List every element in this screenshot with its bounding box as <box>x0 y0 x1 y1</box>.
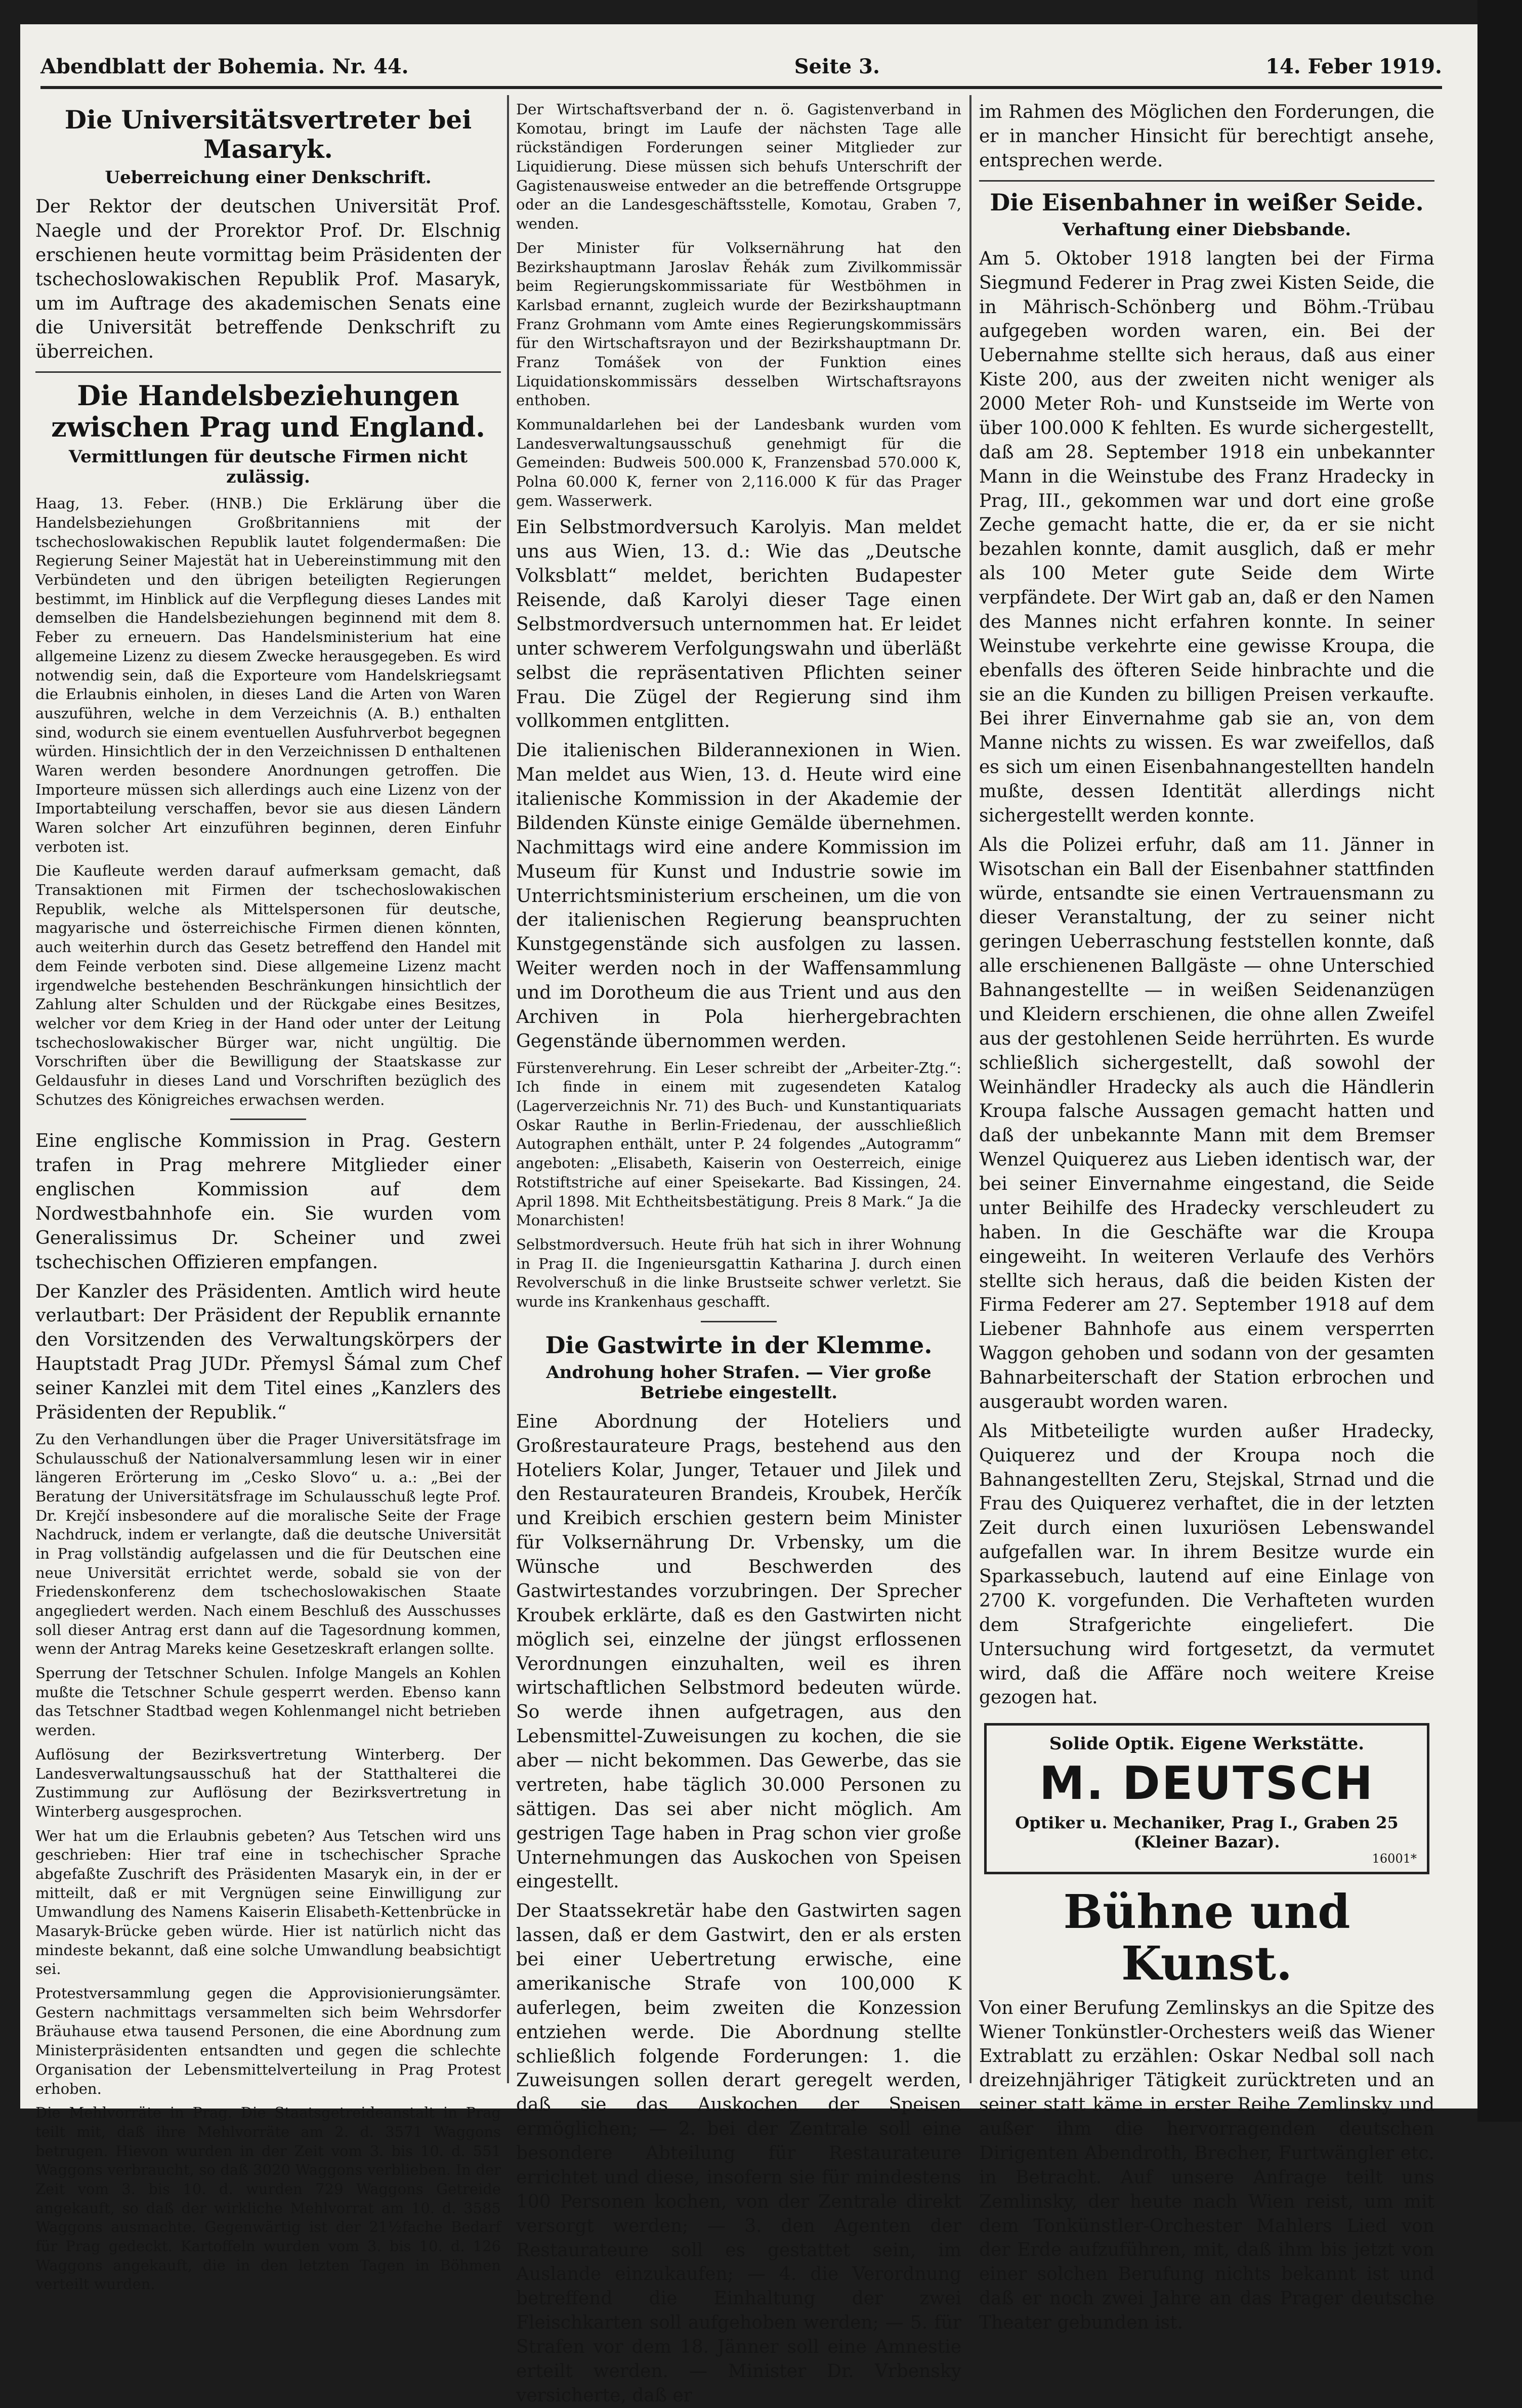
article-paragraph: Eine englische Kommission in Prag. Gestern trafen in Prag mehrere Mitglieder einer englischen Kommission auf dem Nordwestbahnhofe ein. Sie wurden vom Generalissimus Dr. Scheiner und zwei tschechischen Offizieren empfangen. <box>35 1131 501 1273</box>
headline-eisenbahner: Die Eisenbahner in weißer Seide. <box>990 188 1424 216</box>
column-2 <box>516 100 961 2406</box>
article-paragraph: Fürstenverehrung. Ein Leser schreibt der „Arbeiter-Ztg.“: Ich finde in einem mit zugesendeten Katalog (Lagerverzeichnis Nr. 71) des Buch- und Kunstantiquariats Oskar Rauthe in Berlin-Friedenau, der ausschließlich Autographen enthält, unter P. 24 folgendes „Autogramm“ angeboten: „Elisabeth, Kaiserin von Oesterreich, einige Rotstiftstriche auf einer Speisekarte. Bad Kissingen, 24. April 1898. Mit Echtheitsbestätigung. Preis 8 Mark.“ Ja die Monarchisten! <box>516 1059 961 1229</box>
article-paragraph: Haag, 13. Feber. (HNB.) Die Erklärung über die Handelsbeziehungen Großbritanniens mit der tschechoslowakischen Republik lautet folgendermaßen: Die Regierung Seiner Majestät hat in Uebereinstimmung mit den Verbündeten und den übrigen beteiligten Regierungen bestimmt, im Hinblick auf die Verpflegung dieses Landes mit demselben die Handelsbeziehungen beginnend mit dem 8. Feber zu erneuern. Das Handelsministerium hat eine allgemeine Lizenz zu diesem Zwecke herausgegeben. Es wird notwendig sein, daß die Exporteure vom Handelskriegsamt die Erlaubnis einholen, in dieses Land die Arten von Waren auszuführen, welche in dem Verzeichnis (A. B.) enthalten sind, wodurch sie einem eventuellen Ausfuhrverbot begegnen würden. Hinsichtlich der in den Verzeichnissen D enthaltenen Waren werden besondere Anordnungen getroffen. Die Importeure müssen sich allerdings auch eine Lizenz von der Importabteilung verschaffen, bevor sie aus diesen Ländern Waren solcher Art einzuführen beginnen, deren Einfuhr verboten ist. <box>35 495 501 855</box>
header-date: 14. Feber 1919. <box>1265 54 1442 78</box>
article-paragraph: Der Kanzler des Präsidenten. Amtlich wird heute verlautbart: Der Präsident der Republik ernannte den Vorsitzenden des Verwaltungskörpers der Hauptstadt Prag JUDr. Přemysl Šámal zum Chef seiner Kanzlei mit dem Titel eines „Kanzlers des Präsidenten der Republik.“ <box>35 1281 501 1423</box>
ad-code: 16001* <box>1372 1852 1417 1866</box>
header-rule <box>40 86 1442 89</box>
headline-universitaetsvertreter: Die Universitätsvertreter bei Masaryk. <box>64 105 472 164</box>
subhead-diebsbande: Verhaftung einer Diebsbande. <box>1062 219 1351 240</box>
article-paragraph: Der Minister für Volksernährung hat den Bezirkshauptmann Jaroslav Řehák zum Zivilkommissär beim Regierungskommissariate für Westböhmen in Karlsbad ernannt, zugleich wurde der Bezirkshauptmann Franz Grohmann vom Amte eines Regierungskommissärs für den Wirtschaftsrayon und der Bezirkshauptmann Dr. Franz Tomášek von der Funktion eines Liquidationskommissärs desselben Wirtschaftsrayons enthoben. <box>516 239 961 409</box>
article-paragraph: Auflösung der Bezirksvertretung Winterberg. Der Landesverwaltungsausschuß hat der Statthalterei die Zustimmung zur Auflösung der Bezirksvertretung in Winterberg ausgesprochen. <box>35 1745 501 1820</box>
divider <box>35 371 501 373</box>
subhead-vermittlungen: Vermittlungen für deutsche Firmen nicht zulässig. <box>68 447 468 488</box>
article-paragraph: Die italienischen Bilderannexionen in Wien. Man meldet aus Wien, 13. d. Heute wird eine italienische Kommission in der Akademie der Bildenden Künste einige Gemälde übernehmen. Nachmittags wird eine andere Kommission im Museum für Kunst und Industrie sowie im Unterrichtsministerium erscheinen, um die von der italienischen Regierung beanspruchten Kunstgegenstände sich ausfolgen zu lassen. Weiter werden noch in der Waffensammlung und im Dorotheum die aus Trient und aus den Archiven in Pola hierhergebrachten Gegenstände übernommen werden. <box>516 740 961 1052</box>
page-edge-shadow <box>1477 0 1522 2122</box>
ad-address-note: (Kleiner Bazar). <box>1133 1832 1280 1852</box>
article-paragraph: Der Rektor der deutschen Universität Prof. Naegle und der Prorektor Prof. Dr. Elschnig erschienen heute vormittag beim Präsidenten der tschechoslowakischen Republik Prof. Masaryk, um im Auftrage des akademischen Senats eine die Universität betreffende Denkschrift zu überreichen. <box>35 196 501 363</box>
article-paragraph: Kommunaldarlehen bei der Landesbank wurden vom Landesverwaltungsausschuß genehmigt für die Gemeinden: Budweis 500.000 K, Franzensbad 570.000 K, Polna 60.000 K, ferner von 2,116.000 K für das Prager gem. Wasserwerk. <box>516 416 961 509</box>
divider <box>230 1119 306 1120</box>
column-rule-1 <box>507 95 509 2083</box>
subhead-denkschrift: Ueberreichung einer Denkschrift. <box>105 167 432 188</box>
article-paragraph: Eine Abordnung der Hoteliers und Großrestaurateure Prags, bestehend aus den Hoteliers Kolar, Junger, Tetauer und Jilek und den Restaurateuren Brandeis, Kroubek, Herčík und Kreibich erschien gestern beim Minister für Volksernährung Dr. Vrbensky, um die Wünsche und Beschwerden des Gastwirtestandes vorzubringen. Der Sprecher Kroubek erklärte, daß es den Gastwirten nicht möglich sei, einzelne der jüngst erflossenen Verordnungen einzuhalten, weil es ihren wirtschaftlichen Selbstmord bedeuten würde. So werde ihnen aufgetragen, aus den Lebensmittel-Zuweisungen zu kochen, die sie aber — nicht bekommen. Das Gewerbe, das sie vertreten, habe täglich 30.000 Personen zu sättigen. Das sei aber nicht möglich. Am gestrigen Tage haben in Prag schon vier große Unternehmungen das Auskochen von Speisen eingestellt. <box>516 1411 961 1893</box>
ad-tagline: Solide Optik. Eigene Werkstätte. <box>1049 1734 1365 1754</box>
article-paragraph: Am 5. Oktober 1918 langten bei der Firma Siegmund Federer in Prag zwei Kisten Seide, die in Mährisch-Schönberg und Böhm.-Trübau aufgegeben worden waren, ein. Bei der Uebernahme stellte sich heraus, daß aus einer Kiste 200, aus der zweiten nicht weniger als 2000 Meter Roh- und Kunstseide im Werte von über 100.000 K fehlten. Es wurde sichergestellt, daß am 28. September 1918 ein unbekannter Mann in die Weinstube des Franz Hradecky in Prag, III., gekommen war und dort eine große Zeche gemacht hatte, die er, da er sie nicht bezahlen konnte, damit ausglich, daß er mehr als 100 Meter gute Seide dem Wirte verpfändete. Der Wirt gab an, daß er den Namen des Mannes nicht erfahren konnte. In seiner Weinstube verkehrte eine gewisse Kroupa, die ebenfalls des öfteren Seide hinbrachte und die sie an die Kunden zu billigen Preisen verkaufte. Bei ihrer Einvernahme gab sie an, von dem Manne nichts zu wissen. Es war zweifellos, daß es sich um einen Eisenbahnangestellten handeln mußte, dessen Identität allerdings nicht sichergestellt werden konnte. <box>979 248 1434 826</box>
article-paragraph: Als die Polizei erfuhr, daß am 11. Jänner in Wisotschan ein Ball der Eisenbahner stattfinden würde, entsandte sie einen Vertrauensmann zu dieser Veranstaltung, der zu seiner nicht geringen Ueberraschung feststellen konnte, daß alle erschienenen Ballgäste — ohne Unterschied Bahnangestellte — in weißen Seidenanzügen und Kleidern erschienen, die ohne allen Zweifel aus der gestohlenen Seide herrührten. Es wurde schließlich sichergestellt, daß sowohl der Weinhändler Hradecky als auch die Händlerin Kroupa falsche Aussagen gemacht hatten und daß der unbekannte Mann mit dem Bremser Wenzel Quiquerez aus Lieben identisch war, der bei seiner Einvernahme eingestand, die Seide unter Beihilfe des Hradecky verschleudert zu haben. In die Geschäfte war die Kroupa eingeweiht. In weiteren Verlaufe des Verhörs stellte sich heraus, daß die beiden Kisten der Firma Federer am 27. September 1918 auf dem Liebener Bahnhofe aus einem versperrten Waggon gehoben und sodann von der gesamten Bahnarbeiterschaft der Station erbrochen und ausgeraubt worden waren. <box>979 834 1434 1412</box>
page-header <box>40 49 1442 84</box>
article-paragraph: Von einer Berufung Zemlinskys an die Spitze des Wiener Tonkünstler-Orchesters weiß das Wiener Extrablatt zu erzählen: Oskar Nedbal soll nach dreizehnjähriger Tätigkeit zurücktreten und an seiner statt käme in erster Reihe Zemlinsky und außer ihm die hervorragenden deutschen Dirigenten Abendroth, Brecher, Furtwängler etc. in Betracht. Auf unsere Anfrage teilt uns Zemlinsky, der heute nach Wien reist, um mit dem Tonkünstler-Orchester Mahlers Lied von der Erde aufzuführen, mit, daß ihm bis jetzt von einer solchen Berufung nichts bekannt ist und daß er noch zwei Jahre an das Prager deutsche Theater gebunden ist. <box>979 1997 1434 2334</box>
ad-address: Optiker u. Mechaniker, Prag I., Graben 25 <box>1015 1813 1399 1833</box>
article-paragraph: Zu den Verhandlungen über die Prager Universitätsfrage im Schulausschuß der Nationalversammlung lesen wir in einer längeren Erörterung im „Cesko Slovo“ u. a.: „Bei der Beratung der Universitätsfrage im Schulausschuß legte Prof. Dr. Krejčí insbesondere auf die moralische Seite der Frage Nachdruck, indem er verlangte, daß die deutsche Universität in Prag vollständig aufgelassen und die für Deutschen eine neue Universität errichtet werde, sobald sie von der Friedenskonferenz dem tschechoslowakischen Staate angegliedert werden. Nach einem Beschluß des Ausschusses soll dieser Antrag erst dann auf die Tagesordnung kommen, wenn der Antrag Mareks keine Gesetzeskraft erlangen sollte. <box>35 1430 501 1658</box>
article-paragraph: Sperrung der Tetschner Schulen. Infolge Mangels an Kohlen mußte die Tetschner Schule gesperrt werden. Ebenso kann das Tetschner Stadtbad wegen Kohlenmangel nicht betrieben werden. <box>35 1664 501 1739</box>
article-paragraph: Wer hat um die Erlaubnis gebeten? Aus Tetschen wird uns geschrieben: Hier traf eine in tschechischer Sprache abgefaßte Zuschrift des Präsidenten Masaryk ein, in der er mitteilt, daß er mit Vergnügen seine Einwilligung zur Umwandlung des Namens Kaiserin Elisabeth-Kettenbrücke in Masaryk-Brücke geben würde. Hier ist natürlich nicht das mindeste bekannt, daß eine solche Umwandlung beabsichtigt sei. <box>35 1827 501 1978</box>
column-1 <box>35 100 501 2293</box>
article-paragraph: Der Staatssekretär habe den Gastwirten sagen lassen, daß er dem Gastwirt, den er als ersten bei einer Uebertretung erwische, eine amerikanische Strafe von 100,000 K auferlegen, beim zweiten die Konzession entziehen werde. Die Abordnung stellte schließlich folgende Forderungen: 1. die Zuweisungen sollen derart geregelt werden, daß sie das Auskochen der Speisen ermöglichen; — 2. bei der Zentrale soll eine besondere Abteilung für Restaurateure errichtet und diese, insofern sie für mindestens 100 Personen kochen, von der Zentrale direkt versorgt werden; — 3. den Agenten der Restaurateure soll es gestattet sein, im Auslande einzukaufen; — 4. die Verordnung betreffend die Einhaltung der zwei Fleischkarten soll aufgehoben werden; — 5. für Strafen vor dem 18. Jänner soll eine Amnestie erteilt werden. — Minister Dr. Vrbensky versicherte, daß er <box>516 1901 961 2406</box>
advertisement-deutsch <box>984 1723 1429 1874</box>
article-paragraph: Als Mitbeteiligte wurden außer Hradecky, Quiquerez und der Kroupa noch die Bahnangestellten Zeru, Stejskal, Strnad und die Frau des Quiquerez verhaftet, die in der letzten Zeit durch einen luxuriösen Lebenswandel aufgefallen war. In ihrem Besitze wurde ein Sparkassebuch, lautend auf eine Einlage von 2700 K. vorgefunden. Die Verhafteten wurden dem Strafgerichte eingeliefert. Die Untersuchung wird fortgesetzt, da vermutet wird, daß die Affäre noch weitere Kreise gezogen hat. <box>979 1421 1434 1708</box>
headline-gastwirte: Die Gastwirte in der Klemme. <box>545 1331 933 1359</box>
header-page-number: Seite 3. <box>794 54 880 78</box>
column-3 <box>979 100 1434 2334</box>
article-paragraph: Die Mehlvorräte in Prag. Die Staatsgetreideanstalt in Prag teilt mit, daß ihre Mehlvorräte am 2. d. 3571 Waggons betrugen. Hievon wurden in der Zeit vom 3. bis 10. d. 551 Waggons verbraucht, so daß 3020 Waggons verblieben. In der Zeit vom 3. bis 10. d. wurden 729 Waggons Getreide angekauft, so daß der wirkliche Mehlvorrat am 10. d. 3585 Waggons ausmachte. Gegenwärtig ist der 21½fache Bedarf für Prag gedeckt. Kartoffeln wurden vom 3. bis 10. d. 126 Waggons angekauft, die in den letzten Tagen in Böhmen verteilt wurden. <box>35 2104 501 2293</box>
newspaper-page <box>20 24 1477 2406</box>
article-paragraph: Der Wirtschaftsverband der n. ö. Gagistenverband in Komotau, bringt im Laufe der nächsten Tage alle rückständigen Forderungen seiner Mitglieder zur Liquidierung. Diese müssen sich behufs Unterschrift der Gagistenausweise entweder an die betreffende Ortsgruppe oder an die Landesgeschäftsstelle, Komotau, Graben 7, wenden. <box>516 101 961 233</box>
header-masthead: Abendblatt der Bohemia. Nr. 44. <box>40 54 409 78</box>
column-rule-2 <box>969 95 971 2083</box>
article-paragraph: Die Kaufleute werden darauf aufmerksam gemacht, daß Transaktionen mit Firmen der tschechoslowakischen Republik, welche als Mittelspersonen für deutsche, magyarische und österreichische Firmen dienen könnten, auch weiterhin durch das Gesetz betreffend den Handel mit dem Feinde verboten sind. Diese allgemeine Lizenz macht irgendwelche bestehenden Beschränkungen hinsichtlich der Zahlung alter Schulden und der Rückgabe eines Besitzes, welcher vor dem Krieg in der Hand oder unter der Leitung tschechoslowakischer Bürger war, nicht ungültig. Die Vorschriften über die Bewilligung der Staatskasse zur Geldausfuhr in dieses Land und Vorschriften bezüglich des Schutzes des Königreiches erwachsen werden. <box>35 862 501 1108</box>
subhead-strafen: Androhung hoher Strafen. — Vier große Betriebe eingestellt. <box>546 1362 932 1403</box>
article-paragraph: Protestversammlung gegen die Approvisionierungsämter. Gestern nachmittags versammelten sich beim Wehrsdorfer Bräuhause etwa tausend Personen, die eine Abordnung zum Ministerpräsidenten entsandten und gegen die schlechte Organisation der Lebensmittelverteilung in Prag Protest erhoben. <box>35 1985 501 2097</box>
article-paragraph: Ein Selbstmordversuch Karolyis. Man meldet uns aus Wien, 13. d.: Wie das „Deutsche Volksblatt“ meldet, berichten Budapester Reisende, daß Karolyi dieser Tage einen Selbstmordversuch unternommen hat. Er leidet unter schwerem Verfolgungswahn und überläßt selbst die repräsentativen Pflichten seiner Frau. Die Zügel der Regierung sind ihm vollkommen entglitten. <box>516 517 961 732</box>
section-heading-buehne-kunst: Bühne und Kunst. <box>1063 1884 1350 1991</box>
headline-handelsbeziehungen: Die Handelsbeziehungen zwischen Prag und England. <box>51 379 485 444</box>
ad-business-name: M. DEUTSCH <box>1039 1757 1374 1811</box>
article-paragraph: im Rahmen des Möglichen den Forderungen, die er in mancher Hinsicht für berechtigt ansehe, entsprechen werde. <box>979 102 1434 171</box>
divider <box>701 1321 777 1322</box>
divider <box>979 180 1434 182</box>
article-paragraph: Selbstmordversuch. Heute früh hat sich in ihrer Wohnung in Prag II. die Ingenieursgattin Katharina J. durch einen Revolverschuß in die linke Brustseite schwer verletzt. Sie wurde ins Krankenhaus geschafft. <box>516 1235 961 1310</box>
